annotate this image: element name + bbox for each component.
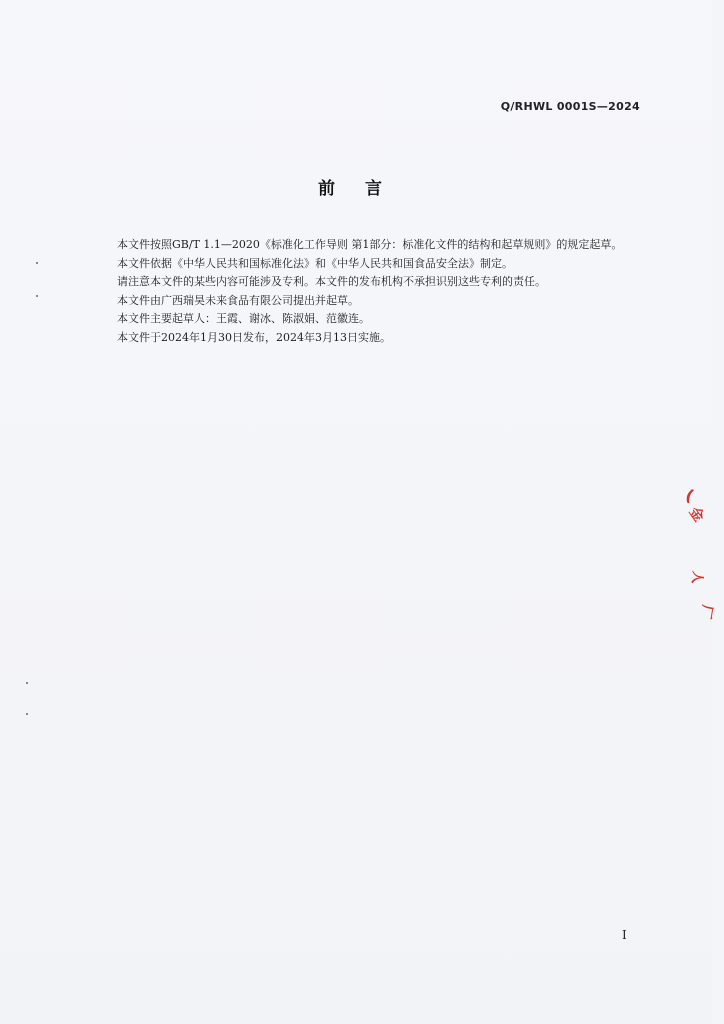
paragraph: 本文件主要起草人：王霞、谢冰、陈淑娟、范徽连。	[117, 312, 370, 325]
scan-speck	[36, 262, 38, 264]
paragraph: 本文件按照GB/T 1.1—2020《标准化工作导则 第1部分：标准化文件的结构和起草规则》的规定起草。	[117, 238, 623, 251]
stamp-char: 厂	[696, 603, 716, 621]
seal-stamp-fragment	[684, 484, 724, 634]
page-number: I	[622, 928, 627, 942]
scan-speck	[26, 682, 28, 684]
stamp-char: (	[682, 485, 697, 506]
page-title: 前 言	[318, 179, 394, 199]
paragraph: 请注意本文件的某些内容可能涉及专利。本文件的发布机构不承担识别这些专利的责任。	[117, 275, 546, 288]
paragraph: 本文件依据《中华人民共和国标准化法》和《中华人民共和国食品安全法》制定。	[117, 256, 513, 270]
paragraph: 本文件于2024年1月30日发布，2024年3月13日实施。	[117, 330, 391, 344]
scan-speck	[36, 295, 38, 297]
scan-speck	[26, 713, 28, 715]
foreword-body	[82, 236, 642, 347]
stamp-char: 金	[685, 504, 707, 525]
paragraph: 本文件由广西瑞昊未来食品有限公司提出并起草。	[117, 293, 359, 307]
document-code: Q/RHWL 0001S—2024	[500, 100, 640, 113]
stamp-char: 人	[688, 570, 705, 585]
